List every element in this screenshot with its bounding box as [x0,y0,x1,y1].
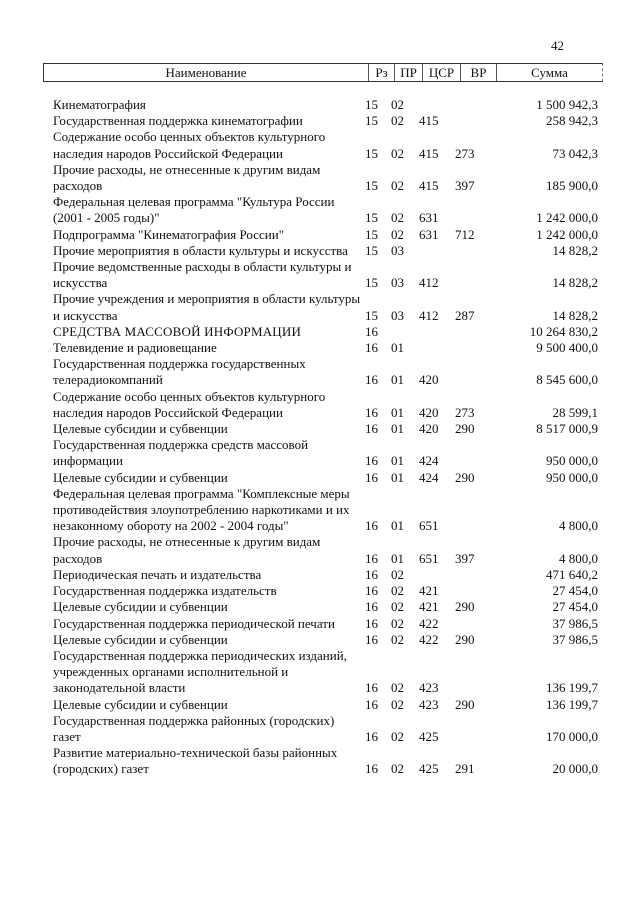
cell-csr: 631 [419,226,439,242]
cell-csr: 422 [419,615,439,631]
cell-csr: 631 [419,210,439,226]
cell-sum: 4 800,0 [559,550,598,566]
cell-name: Государственная поддержка кинематографии [53,113,303,129]
cell-pr: 02 [391,583,404,599]
cell-csr: 420 [419,372,439,388]
table-row [53,713,598,745]
cell-pr: 01 [391,372,404,388]
cell-name: Государственная поддержка районных (городских) газет [53,712,335,744]
header-csr: ЦСР [423,64,461,81]
cell-pr: 02 [391,97,404,112]
cell-name: Телевидение и радиовещание [53,340,217,356]
table-row [53,97,598,113]
table-row [53,194,598,226]
cell-csr: 412 [419,275,439,291]
table-row [53,113,598,129]
cell-vr: 273 [455,404,475,420]
cell-sum: 73 042,3 [552,145,598,161]
cell-pr: 03 [391,307,404,323]
cell-vr: 397 [455,550,475,566]
table-row [53,599,598,615]
cell-rz: 16 [365,566,378,582]
header-rz: Рз [369,64,395,81]
cell-csr: 424 [419,469,439,485]
cell-name: Государственная поддержка государственных телерадиокомпаний [53,356,306,388]
cell-sum: 27 454,0 [552,599,598,615]
cell-name: Содержание особо ценных объектов культурного наследия народов Российской Федерации [53,388,326,420]
cell-pr: 02 [391,226,404,242]
table-row [53,697,598,713]
cell-rz: 16 [365,550,378,566]
cell-sum: 136 199,7 [546,680,598,696]
cell-pr: 01 [391,550,404,566]
cell-sum: 27 454,0 [552,583,598,599]
cell-name: СРЕДСТВА МАССОВОЙ ИНФОРМАЦИИ [53,323,302,339]
table-row [53,567,598,583]
cell-rz: 16 [365,323,378,339]
cell-sum: 14 828,2 [552,275,598,291]
cell-sum: 471 640,2 [546,566,598,582]
cell-sum: 4 800,0 [559,518,598,534]
cell-sum: 10 264 830,2 [529,323,598,339]
cell-pr: 02 [391,566,404,582]
cell-name: Содержание особо ценных объектов культурного наследия народов Российской Федерации [53,129,326,161]
cell-sum: 1 500 942,3 [536,97,598,112]
cell-rz: 16 [365,583,378,599]
cell-vr: 290 [455,631,475,647]
cell-pr: 02 [391,728,404,744]
cell-sum: 37 986,5 [552,615,598,631]
cell-vr: 287 [455,307,475,323]
cell-rz: 16 [365,631,378,647]
cell-csr: 424 [419,453,439,469]
cell-rz: 16 [365,696,378,712]
cell-rz: 15 [365,226,378,242]
header-pr: ПР [395,64,423,81]
cell-rz: 16 [365,453,378,469]
cell-name: Прочие расходы, не отнесенные к другим видам расходов [53,161,321,194]
cell-rz: 16 [365,761,378,777]
cell-pr: 02 [391,210,404,226]
cell-vr: 290 [455,696,475,712]
cell-name: Федеральная целевая программа "Культура России (2001 - 2005 годы)" [53,194,335,226]
cell-csr: 651 [419,518,439,534]
cell-csr: 415 [419,113,439,129]
cell-name: Развитие материально-технической базы районных (городских) газет [53,745,338,777]
cell-rz: 16 [365,372,378,388]
table-row [53,437,598,469]
cell-rz: 16 [365,680,378,696]
table-header [43,63,603,82]
cell-rz: 16 [365,340,378,356]
cell-sum: 950 000,0 [546,469,598,485]
table-row [53,389,598,421]
cell-rz: 16 [365,615,378,631]
table-row [53,616,598,632]
cell-pr: 01 [391,404,404,420]
cell-pr: 01 [391,469,404,485]
cell-pr: 02 [391,696,404,712]
cell-name: Целевые субсидии и субвенции [53,469,228,485]
table-row [53,583,598,599]
cell-rz: 15 [365,210,378,226]
cell-name: Целевые субсидии и субвенции [53,631,228,647]
table-row [53,534,598,566]
table-row [53,421,598,437]
cell-csr: 425 [419,761,439,777]
cell-rz: 15 [365,97,378,112]
cell-rz: 16 [365,404,378,420]
cell-vr: 290 [455,469,475,485]
table-row [53,745,598,777]
cell-vr: 291 [455,761,475,777]
table-row [53,259,598,291]
cell-rz: 16 [365,518,378,534]
table-row [53,227,598,243]
cell-sum: 8 545 600,0 [536,372,598,388]
table-row [53,632,598,648]
cell-name: Государственная поддержка средств массовой информации [53,437,309,469]
cell-pr: 03 [391,275,404,291]
cell-name: Целевые субсидии и субвенции [53,421,228,437]
cell-vr: 712 [455,226,475,242]
cell-name: Прочие мероприятия в области культуры и искусства [53,242,348,258]
cell-name: Государственная поддержка периодической печати [53,615,335,631]
cell-sum: 8 517 000,9 [536,421,598,437]
cell-sum: 14 828,2 [552,307,598,323]
cell-csr: 420 [419,421,439,437]
cell-rz: 15 [365,307,378,323]
cell-name: Прочие расходы, не отнесенные к другим видам расходов [53,534,321,566]
table-body [53,97,598,778]
cell-rz: 16 [365,728,378,744]
table-row [53,470,598,486]
cell-name: Федеральная целевая программа "Комплексные меры противодействия злоупотреблению наркотиками и их незаконному обороту на 2002 - 2004 годы" [53,485,350,534]
table-row [53,162,598,194]
cell-pr: 01 [391,340,404,356]
cell-pr: 02 [391,615,404,631]
cell-pr: 01 [391,421,404,437]
cell-pr: 01 [391,453,404,469]
table-row [53,486,598,535]
table-row [53,243,598,259]
table-row [53,324,598,340]
cell-pr: 02 [391,761,404,777]
cell-csr: 423 [419,680,439,696]
cell-csr: 422 [419,631,439,647]
table-row [53,648,598,697]
header-vr: ВР [461,64,497,81]
cell-vr: 273 [455,145,475,161]
cell-csr: 421 [419,599,439,615]
cell-pr: 01 [391,518,404,534]
cell-csr: 651 [419,550,439,566]
cell-sum: 170 000,0 [546,728,598,744]
cell-pr: 02 [391,680,404,696]
cell-pr: 02 [391,113,404,129]
cell-sum: 950 000,0 [546,453,598,469]
cell-rz: 15 [365,113,378,129]
cell-name: Кинематография [53,97,146,112]
cell-csr: 421 [419,583,439,599]
cell-sum: 1 242 000,0 [536,226,598,242]
cell-name: Целевые субсидии и субвенции [53,599,228,615]
header-name: Наименование [44,64,369,81]
cell-sum: 9 500 400,0 [536,340,598,356]
page-number: 42 [551,38,564,53]
cell-name: Прочие учреждения и мероприятия в области культуры и искусства [53,291,361,323]
cell-sum: 258 942,3 [546,113,598,129]
cell-pr: 03 [391,242,404,258]
cell-sum: 1 242 000,0 [536,210,598,226]
table-row [53,129,598,161]
cell-pr: 02 [391,178,404,194]
cell-name: Периодическая печать и издательства [53,566,262,582]
table-row [53,291,598,323]
cell-csr: 420 [419,404,439,420]
cell-name: Государственная поддержка периодических изданий, учрежденных органами исполнительной и законодательной власти [53,647,347,696]
cell-csr: 425 [419,728,439,744]
cell-vr: 290 [455,599,475,615]
cell-sum: 136 199,7 [546,696,598,712]
cell-rz: 15 [365,178,378,194]
cell-rz: 15 [365,145,378,161]
cell-rz: 16 [365,599,378,615]
cell-rz: 15 [365,275,378,291]
cell-pr: 02 [391,631,404,647]
cell-sum: 14 828,2 [552,242,598,258]
cell-vr: 290 [455,421,475,437]
cell-name: Целевые субсидии и субвенции [53,696,228,712]
cell-rz: 15 [365,242,378,258]
cell-name: Государственная поддержка издательств [53,583,277,599]
table-row [53,356,598,388]
cell-vr: 397 [455,178,475,194]
cell-csr: 415 [419,178,439,194]
cell-pr: 02 [391,145,404,161]
cell-csr: 415 [419,145,439,161]
table-row [53,340,598,356]
cell-csr: 412 [419,307,439,323]
cell-pr: 02 [391,599,404,615]
cell-rz: 16 [365,421,378,437]
cell-csr: 423 [419,696,439,712]
cell-rz: 16 [365,469,378,485]
cell-sum: 185 900,0 [546,178,598,194]
cell-sum: 28 599,1 [552,404,598,420]
cell-name: Подпрограмма "Кинематография России" [53,226,285,242]
header-sum: Сумма [531,65,568,80]
cell-sum: 37 986,5 [552,631,598,647]
cell-name: Прочие ведомственные расходы в области культуры и искусства [53,259,352,291]
cell-sum: 20 000,0 [552,761,598,777]
